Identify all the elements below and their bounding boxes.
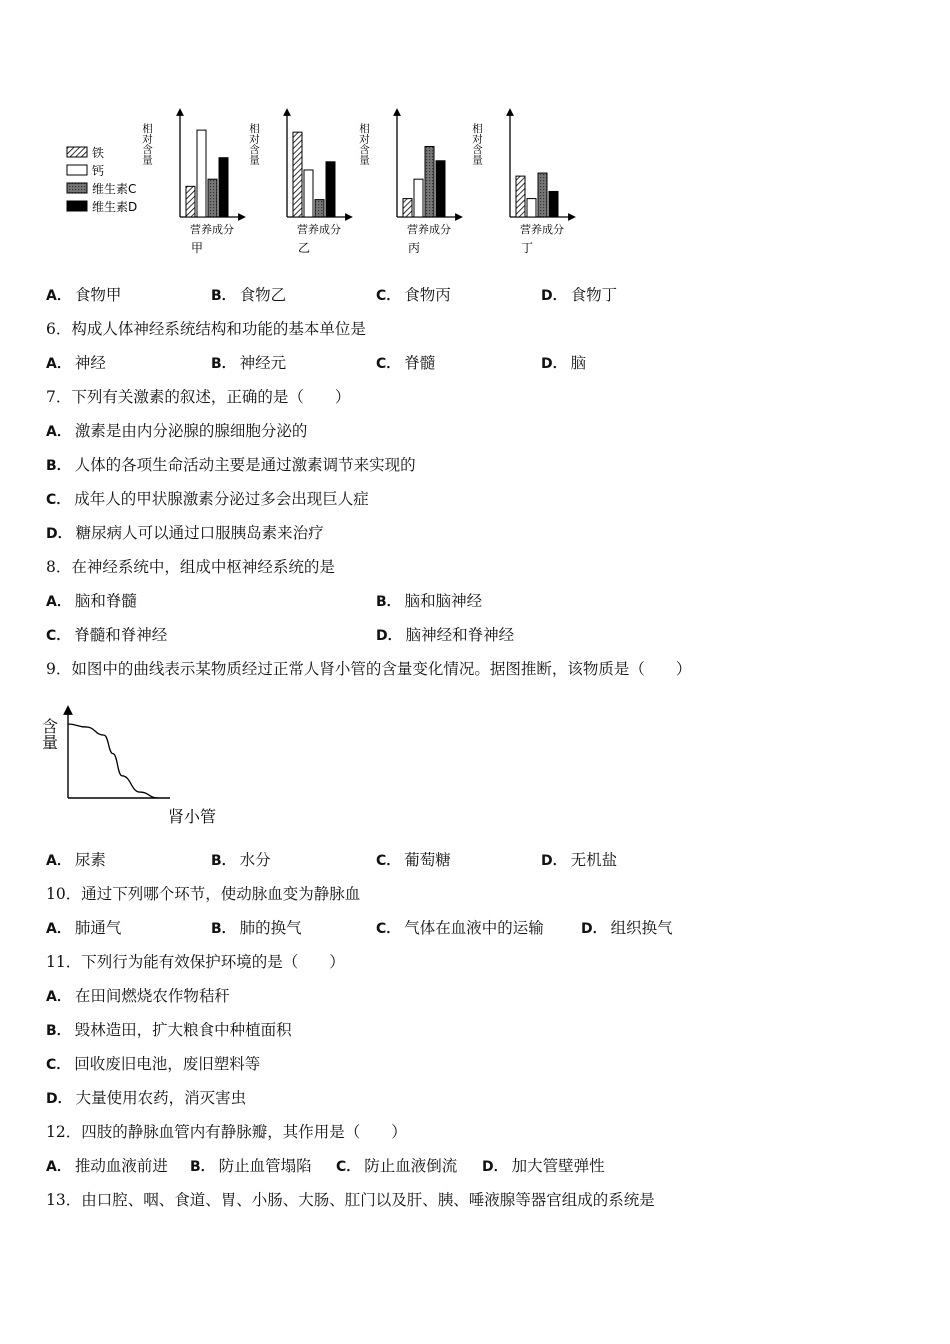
option-letter: C． bbox=[46, 492, 71, 508]
option-text: 食物丁 bbox=[570, 286, 618, 304]
q12-stem: 12．四肢的静脉血管内有静脉瓣，其作用是（ ） bbox=[46, 1123, 407, 1141]
option-text: 无机盐 bbox=[570, 851, 618, 869]
q7-option-c[interactable] bbox=[46, 489, 369, 510]
option-letter: D． bbox=[482, 1159, 508, 1175]
legend-label-calcium: 钙 bbox=[92, 164, 105, 178]
q5-option-c[interactable] bbox=[376, 285, 451, 306]
option-text: 激素是由内分泌腺的腺细胞分泌的 bbox=[74, 422, 308, 440]
option-text: 脑神经和脊神经 bbox=[405, 626, 515, 644]
q12-option-a[interactable] bbox=[46, 1156, 168, 1177]
bar-2 bbox=[414, 179, 423, 217]
bar-2 bbox=[527, 199, 536, 217]
q5-option-d[interactable] bbox=[541, 285, 617, 306]
option-letter: B． bbox=[46, 1023, 71, 1039]
option-text: 在田间燃烧农作物秸秆 bbox=[74, 987, 230, 1005]
bar-3 bbox=[425, 146, 434, 217]
option-text: 肺的换气 bbox=[239, 919, 302, 937]
nutrition-bar-charts bbox=[0, 0, 950, 270]
option-text: 防止血管塌陷 bbox=[218, 1157, 312, 1175]
q9-option-b[interactable] bbox=[211, 850, 271, 871]
x-axis-label: 营养成分 bbox=[407, 223, 451, 236]
option-letter: C． bbox=[376, 853, 401, 869]
bar-2 bbox=[197, 130, 206, 217]
bar-3 bbox=[538, 173, 547, 217]
option-text: 食物丙 bbox=[404, 286, 451, 304]
option-text: 组织换气 bbox=[610, 919, 673, 937]
legend-label-vitamin-d: 维生素D bbox=[92, 200, 138, 214]
option-text: 毁林造田，扩大粮食中种植面积 bbox=[74, 1021, 292, 1039]
q6-option-d[interactable] bbox=[541, 353, 586, 374]
option-letter: A． bbox=[46, 594, 71, 610]
option-text: 成年人的甲状腺激素分泌过多会出现巨人症 bbox=[74, 490, 369, 508]
x-axis-label: 营养成分 bbox=[520, 223, 564, 236]
q8-option-d[interactable] bbox=[376, 625, 514, 646]
q9-option-d[interactable] bbox=[541, 850, 617, 871]
option-letter: C． bbox=[336, 1159, 361, 1175]
y-axis-label: 相对含量 bbox=[471, 123, 483, 165]
y-axis-label: 含量 bbox=[40, 718, 59, 750]
legend-swatch-vitamin-d bbox=[67, 201, 87, 211]
legend-swatch-calcium bbox=[67, 165, 87, 175]
option-letter: D． bbox=[581, 921, 607, 937]
q13-stem: 13．由口腔、咽、食道、胃、小肠、大肠、肛门以及肝、胰、唾液腺等器官组成的系统是 bbox=[46, 1191, 655, 1209]
kidney-tubule-curve bbox=[40, 700, 300, 830]
q12-option-b[interactable] bbox=[190, 1156, 312, 1177]
q6-option-c[interactable] bbox=[376, 353, 435, 374]
option-letter: B． bbox=[46, 458, 71, 474]
q8-option-c[interactable] bbox=[46, 625, 167, 646]
option-text: 肺通气 bbox=[74, 919, 122, 937]
y-axis-label: 相对含量 bbox=[358, 123, 370, 165]
option-text: 神经元 bbox=[239, 354, 287, 372]
option-text: 推动血液前进 bbox=[74, 1157, 168, 1175]
q11-option-d[interactable] bbox=[46, 1088, 246, 1109]
bar-4 bbox=[219, 158, 228, 217]
q7-option-a[interactable] bbox=[46, 421, 307, 442]
legend-swatch-iron bbox=[67, 147, 87, 157]
bar-1 bbox=[516, 176, 525, 217]
x-axis-label: 营养成分 bbox=[190, 223, 234, 236]
bar-2 bbox=[304, 170, 313, 217]
option-letter: B． bbox=[211, 921, 236, 937]
bar-chart-1 bbox=[141, 112, 242, 255]
q12-option-c[interactable] bbox=[336, 1156, 457, 1177]
option-letter: A． bbox=[46, 1159, 71, 1175]
option-letter: B． bbox=[211, 853, 236, 869]
q6-option-b[interactable] bbox=[211, 353, 286, 374]
bar-chart-2 bbox=[248, 112, 349, 255]
option-letter: D． bbox=[46, 1091, 72, 1107]
option-text: 防止血液倒流 bbox=[364, 1157, 458, 1175]
option-letter: A． bbox=[46, 853, 71, 869]
q10-option-a[interactable] bbox=[46, 918, 121, 939]
x-axis-label: 肾小管 bbox=[168, 807, 217, 826]
bar-3 bbox=[208, 179, 217, 217]
bar-chart-4 bbox=[471, 112, 572, 255]
option-text: 气体在血液中的运输 bbox=[404, 919, 544, 937]
y-axis-label: 相对含量 bbox=[248, 123, 260, 165]
option-text: 食物乙 bbox=[239, 286, 287, 304]
q8-option-b[interactable] bbox=[376, 591, 482, 612]
option-letter: D． bbox=[376, 628, 402, 644]
option-letter: D． bbox=[46, 526, 72, 542]
bar-1 bbox=[403, 199, 412, 217]
option-letter: D． bbox=[541, 853, 567, 869]
q10-option-b[interactable] bbox=[211, 918, 302, 939]
option-letter: D． bbox=[541, 288, 567, 304]
q10-option-d[interactable] bbox=[581, 918, 673, 939]
chart-legend bbox=[67, 145, 137, 214]
q9-stem: 9．如图中的曲线表示某物质经过正常人肾小管的含量变化情况。据图推断，该物质是（ ） bbox=[46, 660, 692, 678]
option-letter: A． bbox=[46, 921, 71, 937]
q7-option-b[interactable] bbox=[46, 455, 416, 476]
q11-stem: 11．下列行为能有效保护环境的是（ ） bbox=[46, 953, 345, 971]
q7-option-d[interactable] bbox=[46, 523, 324, 544]
option-text: 葡萄糖 bbox=[404, 851, 451, 869]
content-curve bbox=[68, 724, 158, 798]
option-text: 尿素 bbox=[74, 851, 106, 869]
q6-option-a[interactable] bbox=[46, 353, 106, 374]
option-letter: D． bbox=[541, 356, 567, 372]
option-text: 神经 bbox=[74, 354, 106, 372]
option-text: 回收废旧电池，废旧塑料等 bbox=[74, 1055, 261, 1073]
option-letter: B． bbox=[376, 594, 401, 610]
option-text: 人体的各项生命活动主要是通过激素调节来实现的 bbox=[74, 456, 416, 474]
option-letter: C． bbox=[376, 921, 401, 937]
bar-1 bbox=[186, 186, 195, 217]
bar-chart-3 bbox=[358, 112, 459, 255]
option-letter: A． bbox=[46, 424, 71, 440]
option-letter: A． bbox=[46, 288, 71, 304]
q8-stem: 8．在神经系统中，组成中枢神经系统的是 bbox=[46, 558, 335, 576]
option-text: 水分 bbox=[239, 851, 271, 869]
legend-label-iron: 铁 bbox=[92, 146, 105, 160]
option-letter: B． bbox=[211, 288, 236, 304]
y-axis-label: 相对含量 bbox=[141, 123, 153, 165]
option-text: 脑和脑神经 bbox=[404, 592, 483, 610]
q9-option-c[interactable] bbox=[376, 850, 451, 871]
option-text: 加大管壁弹性 bbox=[511, 1157, 605, 1175]
q12-option-d[interactable] bbox=[482, 1156, 605, 1177]
option-letter: A． bbox=[46, 989, 71, 1005]
legend-label-vitamin-c: 维生素C bbox=[92, 182, 137, 196]
option-letter: C． bbox=[376, 356, 401, 372]
legend-swatch-vitamin-c bbox=[67, 183, 87, 193]
chart-title: 丁 bbox=[521, 241, 534, 255]
q5-option-a[interactable] bbox=[46, 285, 121, 306]
x-axis-label: 营养成分 bbox=[297, 223, 341, 236]
q7-stem: 7．下列有关激素的叙述，正确的是（ ） bbox=[46, 388, 351, 406]
option-text: 大量使用农药，消灭害虫 bbox=[75, 1089, 247, 1107]
option-text: 糖尿病人可以通过口服胰岛素来治疗 bbox=[75, 524, 324, 542]
bar-4 bbox=[326, 162, 335, 217]
q10-option-c[interactable] bbox=[376, 918, 544, 939]
chart-title: 乙 bbox=[298, 241, 311, 255]
option-letter: C． bbox=[376, 288, 401, 304]
option-letter: B． bbox=[190, 1159, 215, 1175]
bar-4 bbox=[549, 191, 558, 217]
q9-option-a[interactable] bbox=[46, 850, 106, 871]
option-text: 食物甲 bbox=[74, 286, 122, 304]
q11-option-c[interactable] bbox=[46, 1054, 260, 1075]
option-text: 脊髓和脊神经 bbox=[74, 626, 168, 644]
option-text: 脊髓 bbox=[404, 354, 436, 372]
q5-option-b[interactable] bbox=[211, 285, 286, 306]
option-letter: B． bbox=[211, 356, 236, 372]
q11-option-b[interactable] bbox=[46, 1020, 292, 1041]
option-letter: A． bbox=[46, 356, 71, 372]
option-letter: C． bbox=[46, 1057, 71, 1073]
chart-title: 丙 bbox=[408, 241, 421, 255]
q8-option-a[interactable] bbox=[46, 591, 137, 612]
bar-3 bbox=[315, 200, 324, 217]
bar-1 bbox=[293, 132, 302, 217]
option-letter: C． bbox=[46, 628, 71, 644]
option-text: 脑 bbox=[570, 354, 587, 372]
q6-stem: 6．构成人体神经系统结构和功能的基本单位是 bbox=[46, 320, 366, 338]
q11-option-a[interactable] bbox=[46, 986, 230, 1007]
option-text: 脑和脊髓 bbox=[74, 592, 137, 610]
chart-title: 甲 bbox=[191, 241, 204, 255]
bar-4 bbox=[436, 161, 445, 217]
q10-stem: 10．通过下列哪个环节，使动脉血变为静脉血 bbox=[46, 885, 361, 903]
